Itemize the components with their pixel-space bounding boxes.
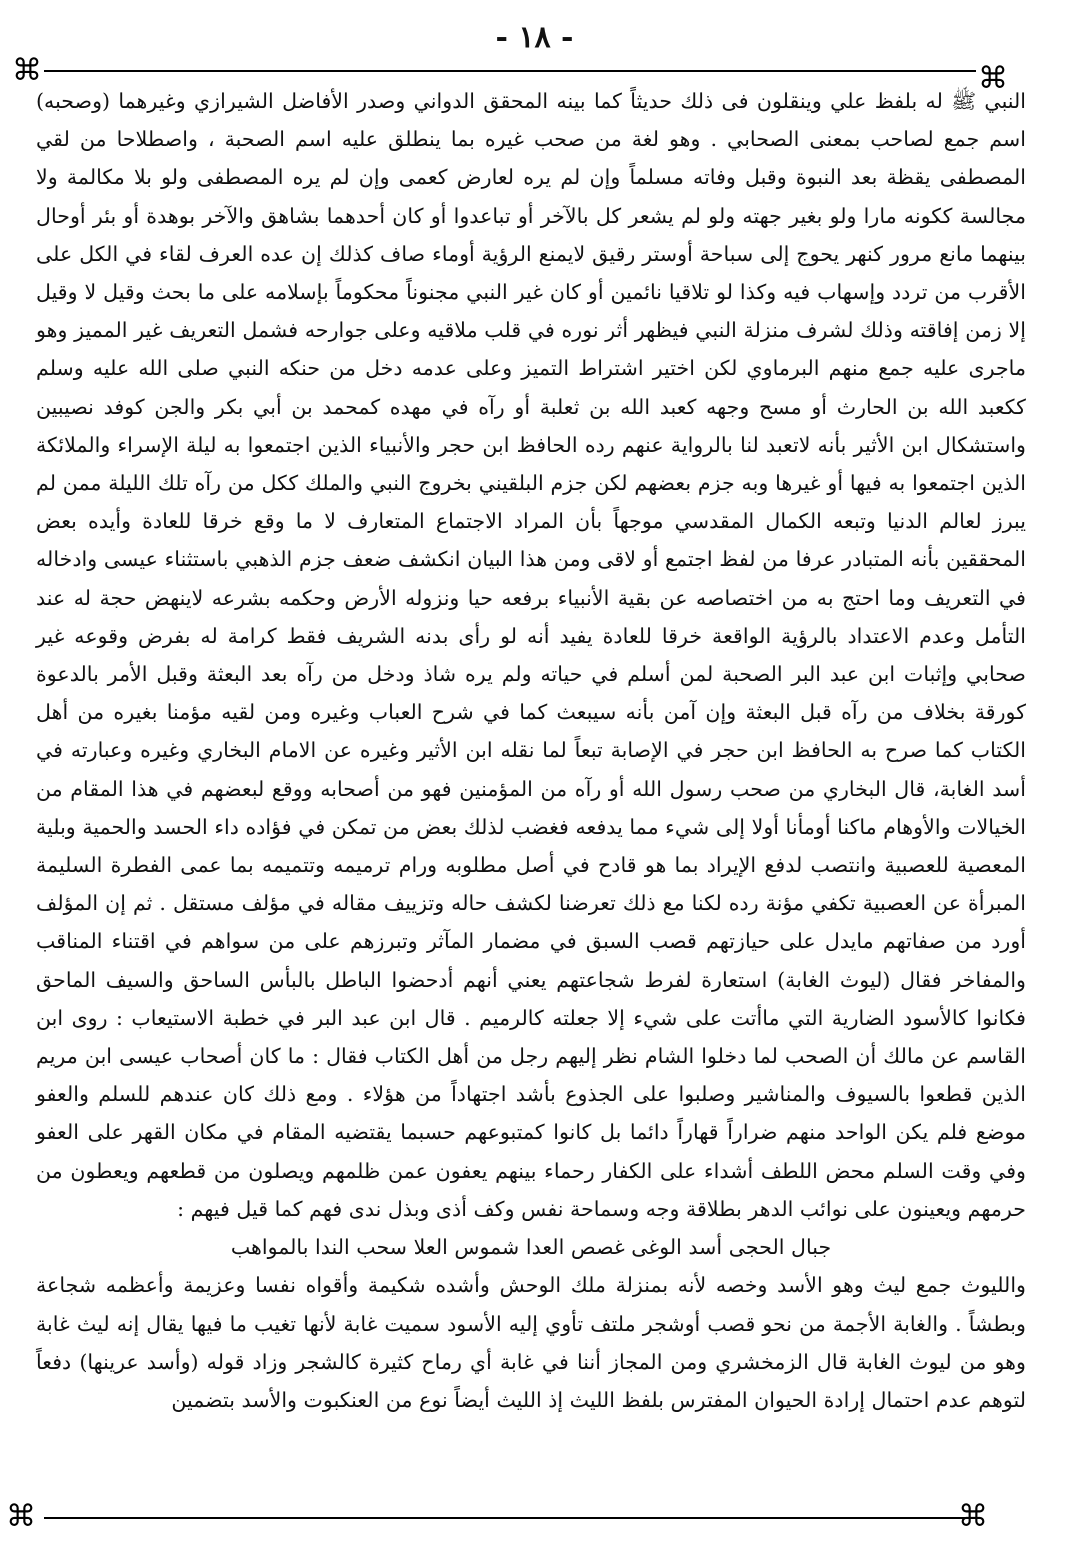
corner-ornament-icon: ⌘ (978, 61, 1008, 96)
body-paragraph: النبي ﷺ له بلفظ علي وينقلون فى ذلك حديثاً كما بينه المحقق الدواني وصدر الأفاضل الشيرازي وغيرهما (وصحبه) اسم جمع لصاحب بمعنى الصحابي . وهو لغة من صحب غيره بما ينطلق عليه اسم الصحبة ، واصطلاحا من لقي المصطفى يقظة بعد النبوة وقبل وفاته مسلماً وإن لم يره لعارض كعمى وإن لم يره المصطفى ولو بلا مكالمة ولا مجالسة ككونه مارا ولو بغير جهته ولو لم يشعر كل بالآخر أو تباعدوا أو كان أحدهما بشاهق والآخر بوهدة أو بئر أوحال بينهما مانع مرور كنهر يحوج إلى سباحة أوستر رقيق لايمنع الرؤية أوماء صاف كذلك إن عده العرف لقاء في الكل على الأقرب من تردد وإسهاب فيه وكذا لو تلاقيا نائمين أو كان غير النبي مجنوناً محكوماً بإسلامه على ما بحث وقيل لا وقيل إلا زمن إفاقته وذلك لشرف منزلة النبي فيظهر أثر نوره في قلب ملاقيه وعلى جوارحه فشمل التعريف غير المميز وهو ماجرى عليه جمع منهم البرماوي لكن اختير اشتراط التميز وعلى عدمه دخل من حنكه النبي صلى الله عليه وسلم ككعبد الله بن الحارث أو مسح وجهه كعبد الله بن ثعلبة أو رآه في مهده كمحمد بن أبي بكر والجن كوفد نصيبين واستشكال ابن الأثير بأنه لاتعبد لنا بالرواية عنهم رده الحافظ ابن حجر والأنبياء الذين اجتمعوا به ليلة الإسراء والملائكة الذين اجتمعوا به فيها أو غيرها وبه جزم بعضهم لكن جزم البلقيني بخروج النبي والملك ككل من رآه تلك الليلة ممن لم يبرز لعالم الدنيا وتبعه الكمال المقدسي موجهاً بأن المراد الاجتماع المتعارف لا ما وقع خرقا للعادة وأيده بعض المحققين بأنه المتبادر عرفا من لفظ اجتمع أو لاقى ومن هذا البيان انكشف ضعف جزم الذهبي باستثناء عيسى وادخاله في التعريف وما احتج به من اختصاصه عن بقية الأنبياء برفعه حيا ونزوله الأرض وحكمه بشرعه لاينهض حجة له عند التأمل وعدم الاعتداد بالرؤية الواقعة خرقا للعادة يفيد أنه لو رأى بدنه الشريف فقط كرامة له بفرض وقوعه غير صحابي وإثبات ابن عبد البر الصحبة لمن أسلم في حياته ولم يره شاذ ودخل من رآه بعد البعثة وقبل الأمر بالدعوة كورقة بخلاف من رآه قبل البعثة وإن آمن بأنه سيبعث كما في شرح العباب وغيره ومن لقيه مؤمنا بغيره من أهل الكتاب كما صرح به الحافظ ابن حجر في الإصابة تبعاً لما نقله ابن الأثير وغيره عن الامام البخاري وغيره وعبارته في أسد الغابة، قال البخاري من صحب رسول الله أو رآه من المؤمنين فهو من أصحابه ووقع لبعضهم في هذا المقام من الخيالات والأوهام ماكنا أومأنا أولا إلى شيء مما يدفعه فغضب لذلك بعض من تمكن في فؤاده داء الحسد والحمية وبلية المعصية للعصبية وانتصب لدفع الإيراد بما هو قادح في أصل مطلوبه ورام ترميمه وتتميمه بما عمى الفطرة السليمة المبرأة عن العصبية تكفي مؤنة رده لكنا مع ذلك تعرضنا لكشف حاله وتزييف مقاله في مؤلف مستقل . ثم إن المؤلف أورد من صفاتهم مايدل على حيازتهم قصب السبق في مضمار المآثر وتبرزهم على من سواهم في اقتناء المناقب والمفاخر فقال (ليوث الغابة) استعارة لفرط شجاعتهم يعني أنهم أدحضوا الباطل بالبأس الساحق والسيف الماحق فكانوا كالأسود الضارية التي ماأتت على شيء إلا جعلته كالرميم . قال ابن عبد البر في خطبة الاستيعاب : روى ابن القاسم عن مالك أن الصحب لما دخلوا الشام نظر إليهم رجل من أهل الكتاب فقال : ما كان أصحاب عيسى ابن مريم الذين قطعوا بالسيوف والمناشير وصلبوا على الجذوع بأشد اجتهاداً من هؤلاء . ومع ذلك كان عندهم للسلم والعفو موضع فلم يكن الواحد منهم ضراراً قهاراً دائما بل كانوا كمتبوعهم حسبما يقتضيه المقام في مكان القهر على العفو وفي وقت السلم محض اللطف أشداء على الكفار رحماء بينهم يعفون عمن ظلمهم ويصلون من قطعهم ويعطون من حرمهم ويعينون على نوائب الدهر بطلاقة وجه وسماحة نفس وكف أذى وبذل ندى فهم كما قيل فيهم : (36, 89, 1026, 1221)
poetry-verse: جبال الحجى أسد الوغى غصص العدا شموس العلا سحب الندا بالمواهب (230, 1235, 832, 1260)
bottom-rule (44, 1517, 976, 1519)
top-rule (44, 70, 976, 72)
corner-ornament-icon: ⌘ (6, 1499, 36, 1534)
page-body (36, 82, 1026, 1510)
corner-ornament-icon: ⌘ (12, 53, 42, 88)
body-paragraph: والليوث جمع ليث وهو الأسد وخصه لأنه بمنزلة ملك الوحش وأشده شكيمة وأقواه نفسا وعزيمة وأعظمه شجاعة وبطشاً . والغابة الأجمة من نحو قصب أوشجر ملتف تأوي إليه الأسود سميت غابة لأنها تغيب ما فيها يقال إنه ليث غابة وهو من ليوث الغابة قال الزمخشري ومن المجاز أننا في غابة أي رماح كثيرة كالشجر وزاد قوله (وأسد عرينها) دفعاً لتوهم عدم احتمال إرادة الحيوان المفترس بلفظ الليث إذ الليث أيضاً نوع من العنكبوت والأسد بتضمين (36, 1273, 1026, 1412)
corner-ornament-icon: ⌘ (958, 1499, 988, 1534)
page-number: - ١٨ - (495, 20, 574, 55)
